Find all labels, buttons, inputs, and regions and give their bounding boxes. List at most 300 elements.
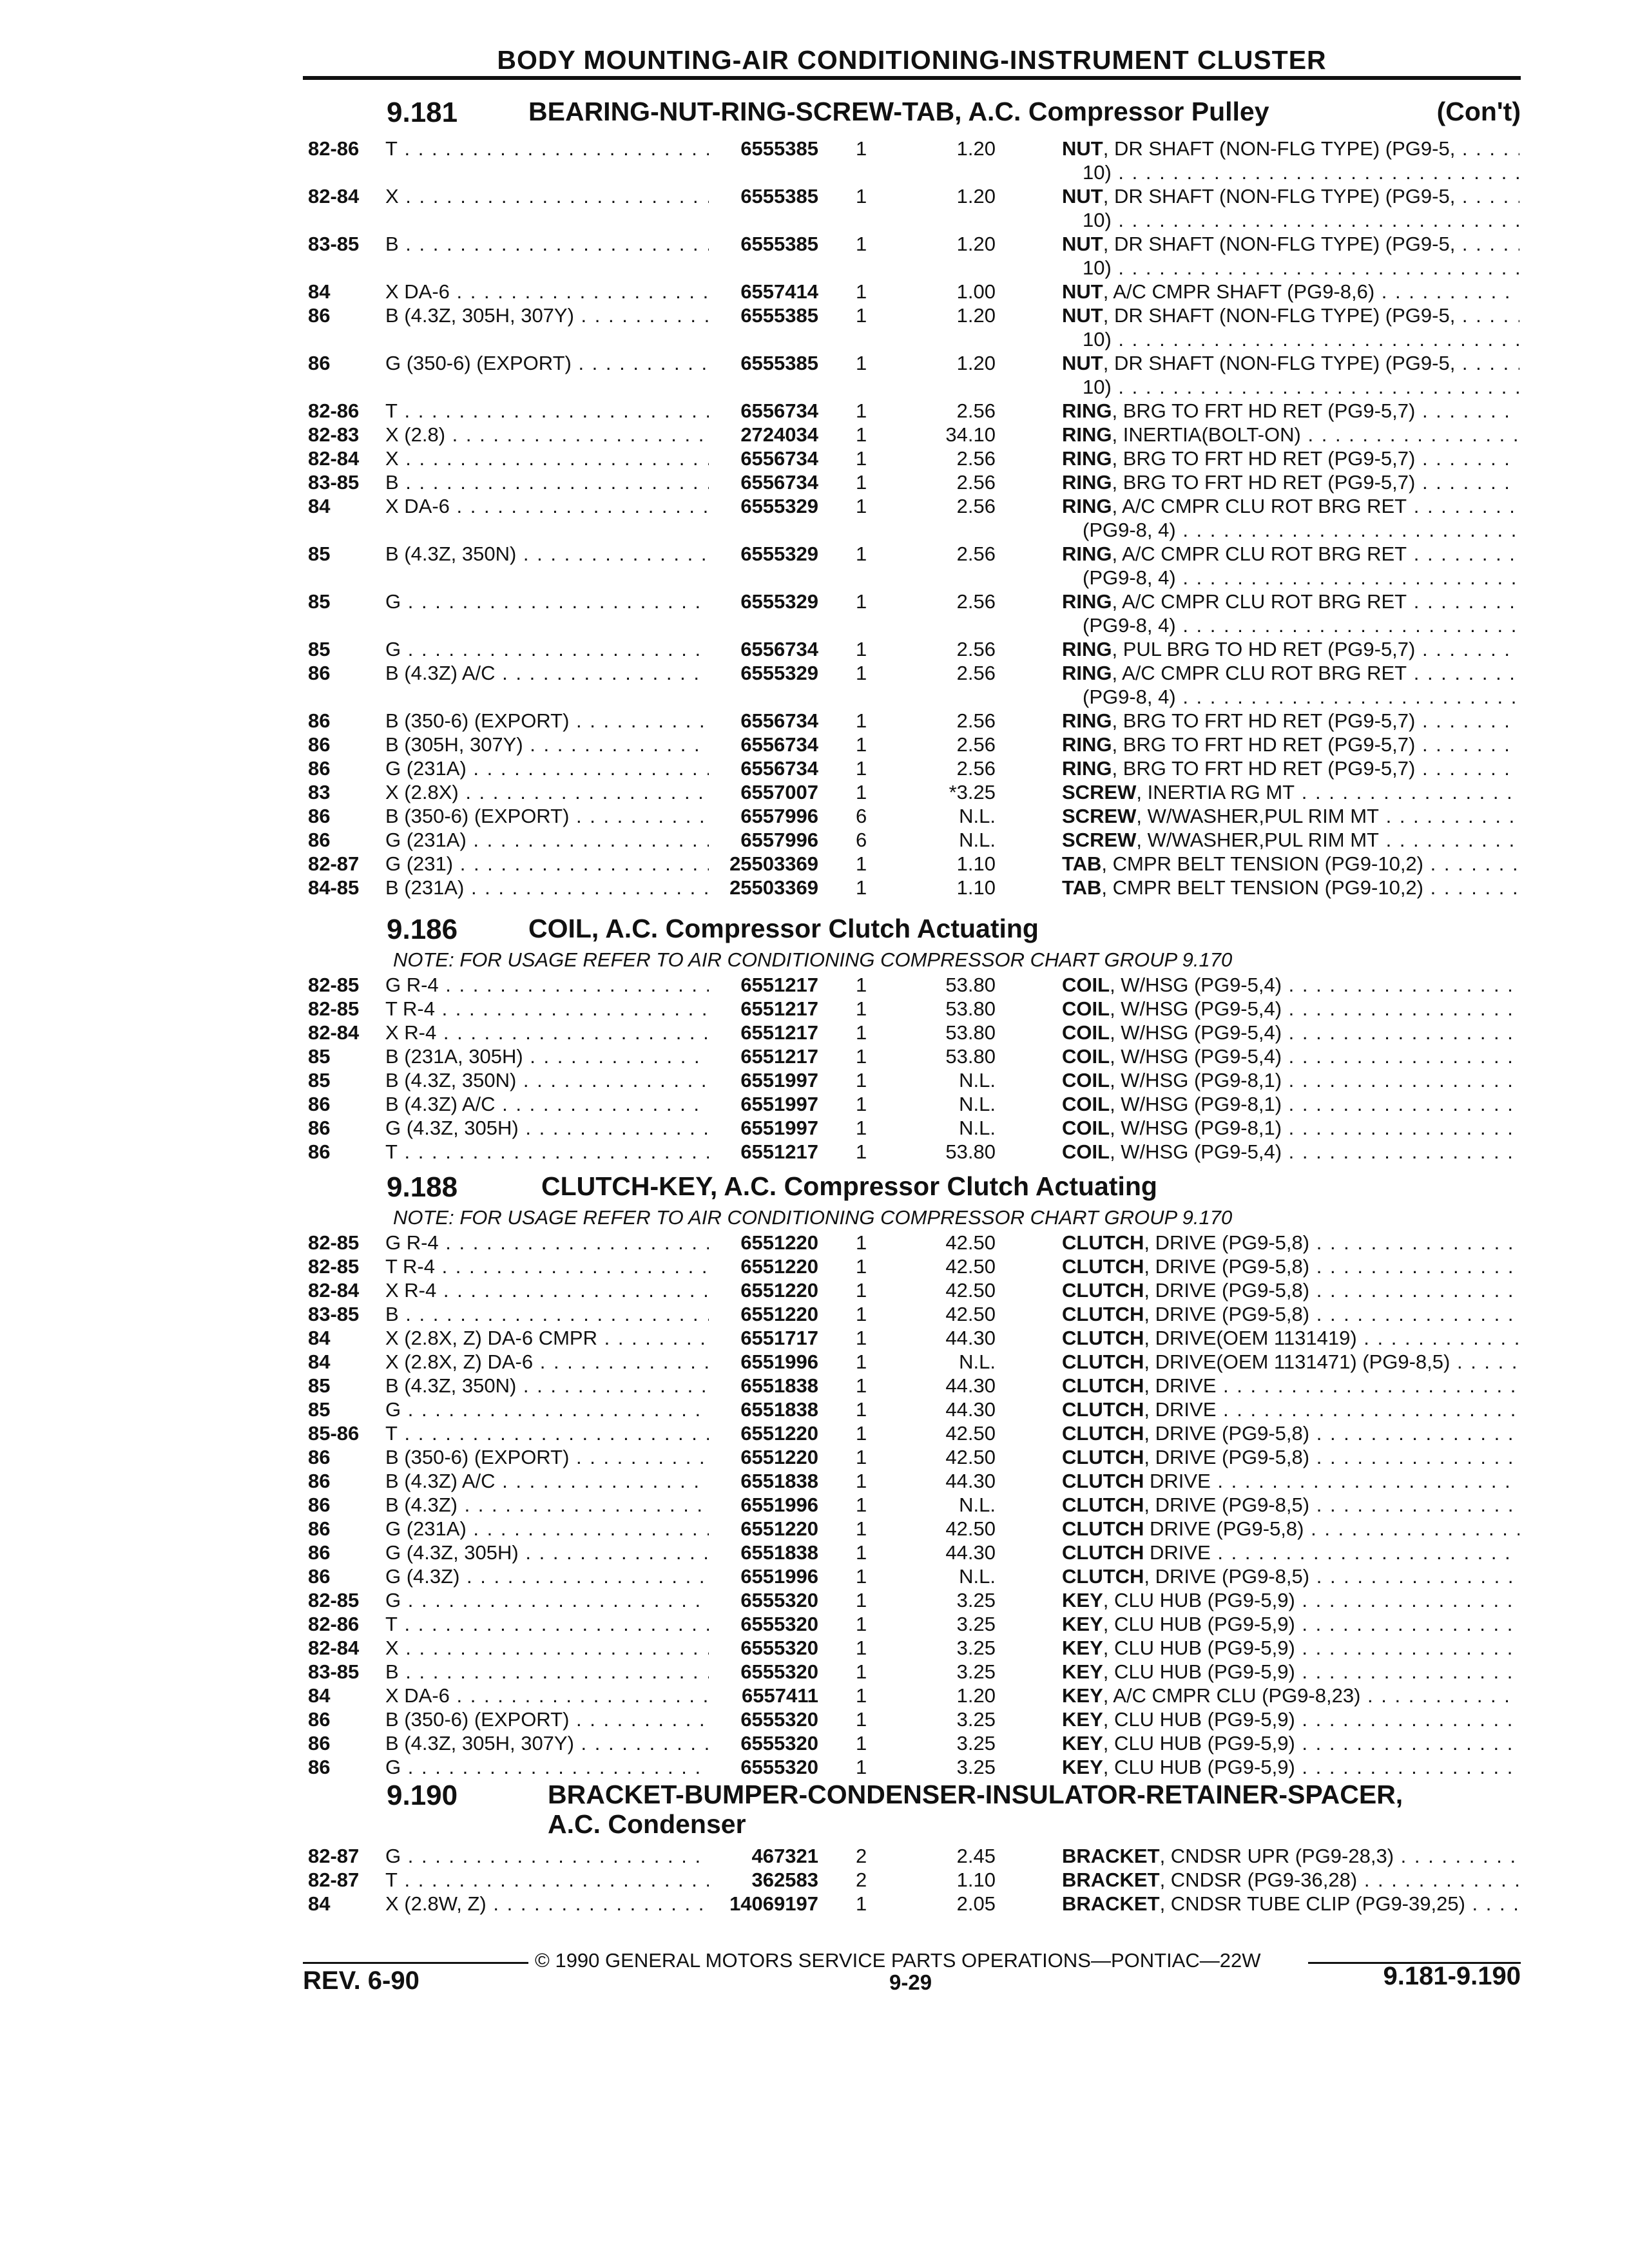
model-year: 85	[308, 1045, 331, 1068]
model-year: 86	[308, 1117, 331, 1139]
description-text: COIL, W/HSG (PG9-5,4)	[1062, 997, 1282, 1020]
quantity: 1	[856, 399, 867, 422]
model-year: 83-85	[308, 1303, 360, 1325]
section-heading	[303, 97, 1521, 137]
description	[1062, 1140, 1519, 1164]
quantity: 1	[856, 997, 867, 1020]
description	[1062, 137, 1519, 160]
description-text: KEY, CLU HUB (PG9-5,9)	[1062, 1589, 1295, 1611]
parts-row	[303, 137, 1521, 184]
quantity: 1	[856, 1541, 867, 1564]
description-text: NUT, A/C CMPR SHAFT (PG9-8,6)	[1062, 280, 1375, 303]
quantity: 1	[856, 1756, 867, 1778]
description	[1062, 804, 1519, 828]
model-year: 86	[308, 1565, 331, 1588]
part-number: 6556734	[709, 399, 818, 423]
part-number: 25503369	[709, 876, 818, 899]
quantity: 6	[856, 805, 867, 827]
model-code: G R-4 . . .	[385, 973, 727, 997]
description-text: CLUTCH DRIVE	[1062, 1470, 1211, 1492]
description-text: NUT, DR SHAFT (NON-FLG TYPE) (PG9-5,	[1062, 352, 1456, 374]
model-year: 85-86	[308, 1422, 360, 1445]
model-year: 85	[308, 590, 331, 613]
model-code: G (350-6) (EXPORT) . . .	[385, 351, 727, 375]
quantity: 1	[856, 1255, 867, 1278]
model-code: X R-4 . . .	[385, 1021, 727, 1044]
description	[1062, 997, 1519, 1021]
description	[1062, 1564, 1519, 1588]
price: 2.56	[956, 638, 996, 660]
price: 2.56	[956, 447, 996, 470]
parts-row	[303, 1636, 1521, 1660]
part-number: 6551838	[709, 1374, 818, 1398]
description-text: KEY, CLU HUB (PG9-5,9)	[1062, 1660, 1295, 1683]
description-text: TAB, CMPR BELT TENSION (PG9-10,2)	[1062, 876, 1423, 899]
part-number: 362583	[709, 1868, 818, 1892]
part-number: 6551996	[709, 1493, 818, 1517]
model-year: 86	[308, 1732, 331, 1754]
description-text: KEY, CLU HUB (PG9-5,9)	[1062, 1613, 1295, 1635]
description-text: KEY, CLU HUB (PG9-5,9)	[1062, 1637, 1295, 1659]
parts-row	[303, 1374, 1521, 1398]
description-text: RING, A/C CMPR CLU ROT BRG RET	[1062, 495, 1407, 517]
description-text: CLUTCH, DRIVE (PG9-5,8)	[1062, 1446, 1310, 1468]
price: 3.25	[956, 1637, 996, 1659]
price: 1.20	[956, 304, 996, 327]
description-text: SCREW, INERTIA RG MT	[1062, 781, 1295, 803]
part-number: 6555320	[709, 1636, 818, 1660]
price: 42.50	[945, 1446, 996, 1468]
description-text: CLUTCH, DRIVE (PG9-8,5)	[1062, 1565, 1310, 1588]
model-code: G (4.3Z, 305H) . . .	[385, 1541, 727, 1564]
description-text: RING, BRG TO FRT HD RET (PG9-5,7)	[1062, 757, 1416, 780]
price: 53.80	[945, 1140, 996, 1163]
model-code: B . . .	[385, 1302, 727, 1326]
description	[1062, 637, 1519, 661]
model-code: T . . .	[385, 137, 727, 160]
description	[1062, 1588, 1519, 1612]
model-year: 82-86	[308, 1613, 360, 1635]
part-number: 6555385	[709, 351, 818, 375]
parts-row	[303, 1254, 1521, 1278]
parts-row	[303, 184, 1521, 232]
parts-row	[303, 1140, 1521, 1164]
parts-row	[303, 1707, 1521, 1731]
description	[1062, 232, 1519, 256]
description	[1062, 1660, 1519, 1684]
description	[1062, 661, 1519, 685]
quantity: 1	[856, 543, 867, 565]
model-year: 86	[308, 757, 331, 780]
model-year: 82-87	[308, 1845, 360, 1867]
model-code: B (305H, 307Y) . . .	[385, 733, 727, 756]
part-number: 6551220	[709, 1231, 818, 1254]
model-code: B . . .	[385, 232, 727, 256]
part-number: 6551220	[709, 1254, 818, 1278]
price: 2.56	[956, 543, 996, 565]
section-number: 9.186	[387, 914, 458, 945]
model-code: G . . .	[385, 1755, 727, 1779]
page-title: BODY MOUNTING-AIR CONDITIONING-INSTRUMENT CLUSTER	[497, 45, 1327, 75]
parts-row	[303, 1044, 1521, 1068]
description-continued: (PG9-8, 4) . . .	[1083, 566, 1519, 590]
description	[1062, 1326, 1519, 1350]
price: 53.80	[945, 997, 996, 1020]
model-code: G . . .	[385, 1844, 727, 1868]
quantity: 1	[856, 1303, 867, 1325]
parts-row	[303, 423, 1521, 447]
quantity: 1	[856, 1327, 867, 1349]
model-year: 86	[308, 709, 331, 732]
model-year: 82-83	[308, 423, 360, 446]
price: 1.20	[956, 233, 996, 255]
price: 34.10	[945, 423, 996, 446]
parts-row	[303, 494, 1521, 542]
part-number: 6551717	[709, 1326, 818, 1350]
price: *3.25	[949, 781, 996, 803]
section-heading	[303, 914, 1521, 947]
model-code: B . . .	[385, 470, 727, 494]
description-text: RING, BRG TO FRT HD RET (PG9-5,7)	[1062, 447, 1416, 470]
part-number: 6557007	[709, 780, 818, 804]
description	[1062, 303, 1519, 327]
parts-row	[303, 709, 1521, 733]
parts-row	[303, 542, 1521, 590]
part-number: 6551217	[709, 1140, 818, 1164]
model-code: T . . .	[385, 1421, 727, 1445]
quantity: 1	[856, 1069, 867, 1091]
model-year: 85	[308, 1374, 331, 1397]
description-continued: (PG9-8, 4) . . .	[1083, 518, 1519, 542]
quantity: 1	[856, 352, 867, 374]
parts-row	[303, 1684, 1521, 1707]
parts-row	[303, 1068, 1521, 1092]
model-year: 86	[308, 1494, 331, 1516]
description	[1062, 1844, 1519, 1868]
price: 1.00	[956, 280, 996, 303]
description	[1062, 280, 1519, 303]
description	[1062, 184, 1519, 208]
section-title: BEARING-NUT-RING-SCREW-TAB, A.C. Compressor Pulley	[528, 97, 1269, 126]
model-code: X (2.8X, Z) DA-6 CMPR . . .	[385, 1326, 727, 1350]
model-year: 86	[308, 352, 331, 374]
model-code: B (231A, 305H) . . .	[385, 1044, 727, 1068]
description	[1062, 1445, 1519, 1469]
model-code: T . . .	[385, 399, 727, 423]
description-text: COIL, W/HSG (PG9-5,4)	[1062, 1045, 1282, 1068]
parts-list	[303, 973, 1521, 1164]
parts-row	[303, 1421, 1521, 1445]
quantity: 1	[856, 304, 867, 327]
model-year: 86	[308, 1756, 331, 1778]
quantity: 1	[856, 1470, 867, 1492]
model-year: 84	[308, 1684, 331, 1707]
model-code: G (231A) . . .	[385, 828, 727, 852]
price: 42.50	[945, 1279, 996, 1302]
parts-row	[303, 1445, 1521, 1469]
parts-row	[303, 1868, 1521, 1892]
parts-list	[303, 1844, 1521, 1916]
model-year: 82-85	[308, 1255, 360, 1278]
description-continued: 10) . . .	[1083, 208, 1519, 232]
quantity: 1	[856, 1660, 867, 1683]
part-number: 6551220	[709, 1421, 818, 1445]
parts-row	[303, 1326, 1521, 1350]
description-text: KEY, A/C CMPR CLU (PG9-8,23)	[1062, 1684, 1361, 1707]
quantity: 1	[856, 1446, 867, 1468]
model-year: 82-85	[308, 1589, 360, 1611]
description	[1062, 1021, 1519, 1044]
quantity: 1	[856, 1117, 867, 1139]
description-text: BRACKET, CNDSR UPR (PG9-28,3)	[1062, 1845, 1394, 1867]
part-number: 6551217	[709, 1021, 818, 1044]
price: 42.50	[945, 1303, 996, 1325]
revision-label: REV. 6-90	[303, 1966, 419, 1995]
model-code: B (4.3Z, 305H, 307Y) . . .	[385, 1731, 727, 1755]
parts-row	[303, 1493, 1521, 1517]
price: 53.80	[945, 1045, 996, 1068]
parts-row	[303, 303, 1521, 351]
part-number: 6556734	[709, 470, 818, 494]
footer-rule-left	[303, 1962, 528, 1964]
description-text: RING, A/C CMPR CLU ROT BRG RET	[1062, 543, 1407, 565]
model-year: 86	[308, 662, 331, 684]
model-year: 85	[308, 1398, 331, 1421]
model-year: 86	[308, 1541, 331, 1564]
description-text: BRACKET, CNDSR TUBE CLIP (PG9-39,25)	[1062, 1892, 1465, 1915]
parts-row	[303, 1660, 1521, 1684]
quantity: 1	[856, 709, 867, 732]
price: 2.56	[956, 709, 996, 732]
part-number: 6555385	[709, 184, 818, 208]
model-year: 86	[308, 805, 331, 827]
description-text: KEY, CLU HUB (PG9-5,9)	[1062, 1732, 1295, 1754]
parts-row	[303, 1612, 1521, 1636]
description	[1062, 1374, 1519, 1398]
model-year: 84	[308, 495, 331, 517]
quantity: 1	[856, 1637, 867, 1659]
parts-row	[303, 447, 1521, 470]
section-range: 9.181-9.190	[1383, 1962, 1521, 1990]
quantity: 1	[856, 1045, 867, 1068]
part-number: 6551996	[709, 1350, 818, 1374]
model-code: G (4.3Z) . . .	[385, 1564, 727, 1588]
description-text: CLUTCH DRIVE (PG9-5,8)	[1062, 1517, 1304, 1540]
section-9-188	[303, 1171, 1521, 1779]
part-number: 6551838	[709, 1541, 818, 1564]
description	[1062, 1731, 1519, 1755]
model-year: 82-87	[308, 1869, 360, 1891]
description-text: RING, A/C CMPR CLU ROT BRG RET	[1062, 590, 1407, 613]
part-number: 6551838	[709, 1469, 818, 1493]
parts-row	[303, 1517, 1521, 1541]
model-year: 85	[308, 543, 331, 565]
description-text: KEY, CLU HUB (PG9-5,9)	[1062, 1708, 1295, 1731]
parts-row	[303, 399, 1521, 423]
parts-row	[303, 351, 1521, 399]
model-year: 86	[308, 1517, 331, 1540]
price: 2.45	[956, 1845, 996, 1867]
description-text: CLUTCH, DRIVE (PG9-8,5)	[1062, 1494, 1310, 1516]
description-continued: 10) . . .	[1083, 256, 1519, 280]
price: 1.10	[956, 876, 996, 899]
quantity: 1	[856, 1350, 867, 1373]
description	[1062, 1636, 1519, 1660]
description	[1062, 1068, 1519, 1092]
parts-row	[303, 1116, 1521, 1140]
section-subtitle: A.C. Condenser	[548, 1809, 746, 1839]
section-9-190	[303, 1780, 1521, 1916]
quantity: 1	[856, 1613, 867, 1635]
part-number: 6557414	[709, 280, 818, 303]
model-year: 82-86	[308, 137, 360, 160]
description	[1062, 590, 1519, 613]
quantity: 1	[856, 781, 867, 803]
price: N.L.	[959, 1093, 996, 1115]
part-number: 6556734	[709, 709, 818, 733]
model-year: 82-84	[308, 185, 360, 207]
part-number: 14069197	[709, 1892, 818, 1916]
parts-row	[303, 1231, 1521, 1254]
parts-row	[303, 828, 1521, 852]
model-year: 82-86	[308, 399, 360, 422]
description	[1062, 542, 1519, 566]
quantity: 1	[856, 733, 867, 756]
part-number: 6551838	[709, 1398, 818, 1421]
model-code: B (4.3Z, 350N) . . .	[385, 1374, 727, 1398]
part-number: 6556734	[709, 637, 818, 661]
description	[1062, 1684, 1519, 1707]
parts-row	[303, 804, 1521, 828]
description-text: COIL, W/HSG (PG9-5,4)	[1062, 1140, 1282, 1163]
model-year: 82-84	[308, 1279, 360, 1302]
model-code: G (231) . . .	[385, 852, 727, 876]
description	[1062, 1044, 1519, 1068]
model-code: B (350-6) (EXPORT) . . .	[385, 804, 727, 828]
quantity: 1	[856, 1708, 867, 1731]
quantity: 1	[856, 137, 867, 160]
part-number: 6551220	[709, 1517, 818, 1541]
parts-row	[303, 1892, 1521, 1916]
price: 1.10	[956, 1869, 996, 1891]
quantity: 1	[856, 1684, 867, 1707]
description	[1062, 399, 1519, 423]
description-continued: (PG9-8, 4) . . .	[1083, 685, 1519, 709]
part-number: 6555320	[709, 1612, 818, 1636]
description	[1062, 852, 1519, 876]
quantity: 1	[856, 423, 867, 446]
model-year: 84-85	[308, 876, 360, 899]
part-number: 6551217	[709, 1044, 818, 1068]
model-year: 84	[308, 1327, 331, 1349]
parts-row	[303, 1731, 1521, 1755]
price: 44.30	[945, 1374, 996, 1397]
part-number: 6555320	[709, 1755, 818, 1779]
description-text: COIL, W/HSG (PG9-8,1)	[1062, 1069, 1282, 1091]
model-year: 82-84	[308, 1637, 360, 1659]
description-text: COIL, W/HSG (PG9-5,4)	[1062, 974, 1282, 996]
model-code: B (350-6) (EXPORT) . . .	[385, 1445, 727, 1469]
model-code: B (4.3Z, 305H, 307Y) . . .	[385, 303, 727, 327]
model-code: G . . .	[385, 590, 727, 613]
description	[1062, 1892, 1519, 1916]
description-text: CLUTCH, DRIVE	[1062, 1374, 1217, 1397]
model-code: B (350-6) (EXPORT) . . .	[385, 1707, 727, 1731]
model-code: B (4.3Z) A/C . . .	[385, 661, 727, 685]
model-year: 82-84	[308, 447, 360, 470]
quantity: 2	[856, 1845, 867, 1867]
model-year: 82-87	[308, 852, 360, 875]
description	[1062, 1707, 1519, 1731]
model-code: B . . .	[385, 1660, 727, 1684]
price: N.L.	[959, 1350, 996, 1373]
part-number: 6551220	[709, 1278, 818, 1302]
model-year: 86	[308, 1446, 331, 1468]
parts-row	[303, 637, 1521, 661]
page-number: 9-29	[889, 1970, 932, 1994]
description-text: CLUTCH, DRIVE(OEM 1131471) (PG9-8,5)	[1062, 1350, 1451, 1373]
description-continued: 10) . . .	[1083, 160, 1519, 184]
description	[1062, 423, 1519, 447]
part-number: 6555320	[709, 1731, 818, 1755]
model-code: X . . .	[385, 447, 727, 470]
description-text: RING, BRG TO FRT HD RET (PG9-5,7)	[1062, 471, 1416, 494]
price: 42.50	[945, 1517, 996, 1540]
footer-copyright: © 1990 GENERAL MOTORS SERVICE PARTS OPERATIONS—PONTIAC—22W	[535, 1949, 1261, 1972]
parts-row	[303, 876, 1521, 899]
price: 44.30	[945, 1327, 996, 1349]
part-number: 6555329	[709, 590, 818, 613]
part-number: 6555385	[709, 232, 818, 256]
description-text: COIL, W/HSG (PG9-8,1)	[1062, 1093, 1282, 1115]
model-code: X DA-6 . . .	[385, 280, 727, 303]
description	[1062, 447, 1519, 470]
quantity: 1	[856, 1589, 867, 1611]
price: 53.80	[945, 974, 996, 996]
price: 1.20	[956, 352, 996, 374]
quantity: 1	[856, 638, 867, 660]
description	[1062, 709, 1519, 733]
section-9-181	[303, 97, 1521, 899]
description-text: NUT, DR SHAFT (NON-FLG TYPE) (PG9-5,	[1062, 137, 1456, 160]
parts-row	[303, 1844, 1521, 1868]
quantity: 1	[856, 1374, 867, 1397]
part-number: 25503369	[709, 852, 818, 876]
parts-row	[303, 470, 1521, 494]
price: 2.56	[956, 733, 996, 756]
model-code: X (2.8W, Z) . . .	[385, 1892, 727, 1916]
model-year: 83	[308, 781, 331, 803]
description	[1062, 1493, 1519, 1517]
part-number: 6555385	[709, 137, 818, 160]
quantity: 1	[856, 1494, 867, 1516]
section-title: COIL, A.C. Compressor Clutch Actuating	[528, 914, 1039, 943]
price: N.L.	[959, 829, 996, 851]
part-number: 6551217	[709, 997, 818, 1021]
model-code: T . . .	[385, 1140, 727, 1164]
price: 3.25	[956, 1732, 996, 1754]
model-year: 85	[308, 1069, 331, 1091]
section-heading	[303, 1780, 1521, 1844]
part-number: 467321	[709, 1844, 818, 1868]
parts-row	[303, 852, 1521, 876]
model-year: 84	[308, 1892, 331, 1915]
section-number: 9.181	[387, 97, 458, 128]
model-code: B (350-6) (EXPORT) . . .	[385, 709, 727, 733]
description-text: CLUTCH DRIVE	[1062, 1541, 1211, 1564]
model-code: X (2.8) . . .	[385, 423, 727, 447]
description-text: SCREW, W/WASHER,PUL RIM MT	[1062, 829, 1379, 851]
